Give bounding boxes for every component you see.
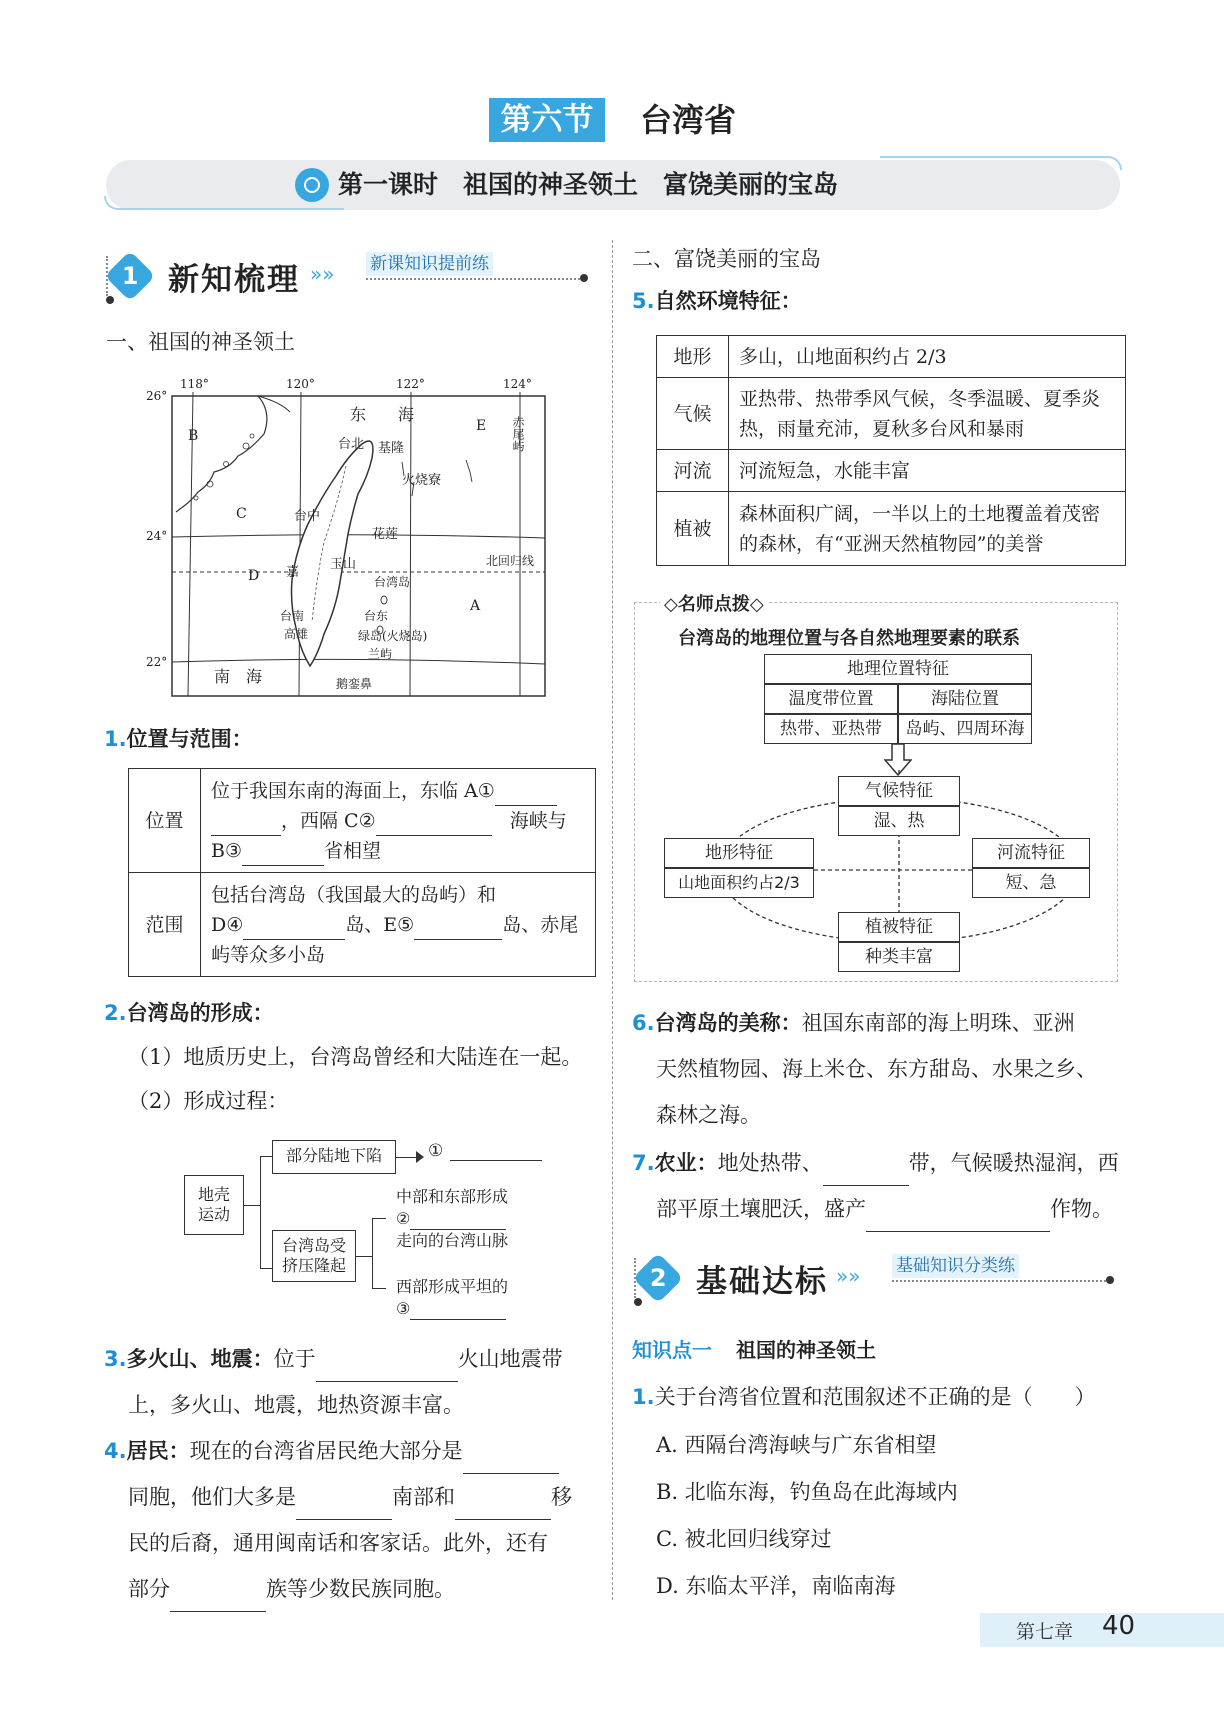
kp1-label: 知识点一 xyxy=(632,1338,712,1362)
connector-line xyxy=(260,1268,272,1269)
q5-row-label: 河流 xyxy=(657,450,729,492)
module2-title: 基础达标 xyxy=(696,1264,828,1300)
blank-field[interactable] xyxy=(866,1210,1050,1232)
section-title: 台湾省 xyxy=(640,101,737,139)
kp1-title: 祖国的神圣领土 xyxy=(736,1338,876,1362)
connector-line xyxy=(372,1288,386,1289)
blank-field[interactable] xyxy=(410,1304,506,1320)
module2-left-line xyxy=(634,1258,636,1298)
map-label-jia: 嘉 xyxy=(286,565,300,580)
map-label-hualian: 花莲 xyxy=(372,527,399,542)
module2-dotline xyxy=(892,1280,1110,1282)
lon-label: 122° xyxy=(396,377,425,391)
q5-row-label: 地形 xyxy=(657,336,729,378)
module1-dot xyxy=(580,274,588,282)
lon-label: 120° xyxy=(286,377,315,391)
map-label-d: D xyxy=(248,568,260,584)
q2-line2: （2）形成过程： xyxy=(128,1089,289,1113)
map-label-tainan: 台南 xyxy=(280,609,305,623)
map-label-lanyu: 兰屿 xyxy=(368,647,393,661)
diagram-branch1-out: ① xyxy=(428,1141,444,1161)
module1-dotline xyxy=(366,278,584,280)
mcq-option-a[interactable]: A. 西隔台湾海峡与广东省相望 xyxy=(656,1433,937,1457)
q1-row-label: 范围 xyxy=(129,873,201,977)
q2-heading xyxy=(104,990,274,1036)
tip-label: ◇名师点拨◇ xyxy=(660,590,768,616)
connector-line xyxy=(372,1218,373,1288)
q2-number: 2. xyxy=(104,1001,127,1025)
connector-line xyxy=(244,1205,260,1206)
blank-field[interactable] xyxy=(455,1498,551,1520)
q2-line1: （1）地质历史上，台湾岛曾经和大陆连在一起。 xyxy=(128,1045,583,1069)
module2-tag: 基础知识分类练 xyxy=(892,1254,1019,1278)
lon-label: 118° xyxy=(180,377,209,391)
module1-dot-left xyxy=(106,296,114,304)
kp1 xyxy=(632,1334,876,1363)
map-label-east-sea: 东 海 xyxy=(350,405,415,424)
diagram-branch1-box: 部分陆地下陷 xyxy=(272,1140,396,1174)
clock-icon xyxy=(295,168,329,202)
map-label-eluanbi: 鹅銮鼻 xyxy=(336,677,373,691)
q6: 6.台湾岛的美称：祖国东南部的海上明珠、亚洲 天然植物园、海上米仓、东方甜岛、水果之乡、 森林之海。 xyxy=(632,1011,1097,1127)
q5-row-text: 河流短急，水能丰富 xyxy=(729,450,1126,492)
map-label-taibei: 台北 xyxy=(338,437,365,452)
tip-river-value: 短、急 xyxy=(972,868,1090,898)
mcq-option-b[interactable]: B. 北临东海，钓鱼岛在此海域内 xyxy=(656,1480,958,1504)
blank-field[interactable] xyxy=(243,918,345,940)
chevrons-icon: »» xyxy=(310,262,335,286)
map-label-huoshao: 火烧寮 xyxy=(402,473,442,488)
tip-terrain-box: 地形特征 xyxy=(664,838,814,868)
map-label-a: A xyxy=(470,598,481,614)
blank-field[interactable] xyxy=(463,1452,559,1474)
connector-line xyxy=(260,1156,272,1157)
q1-row-label: 位置 xyxy=(129,769,201,873)
taiwan-map xyxy=(140,372,552,702)
module2-number: 2 xyxy=(633,1253,684,1304)
blank-field[interactable] xyxy=(296,1498,392,1520)
map-label-taizhong: 台中 xyxy=(294,509,321,524)
map-label-gaoxiong: 高雄 xyxy=(284,627,309,641)
map-label-taidong: 台东 xyxy=(364,609,389,623)
q5-row-text: 亚热带、热带季风气候，冬季温暖、夏季炎热，雨量充沛，夏秋多台风和暴雨 xyxy=(729,378,1126,450)
q2-title: 台湾岛的形成： xyxy=(126,1001,274,1025)
module1-left-line xyxy=(106,256,108,296)
map-label-beihui: 北回归线 xyxy=(486,554,535,568)
q5-heading: 5.自然环境特征： xyxy=(632,289,802,313)
map-label-e: E xyxy=(476,418,487,434)
module1-number: 1 xyxy=(105,251,156,302)
tip-climate-box: 气候特征 xyxy=(838,776,960,806)
lat-label: 26° xyxy=(146,389,168,403)
blank-field[interactable] xyxy=(211,814,281,836)
tip-sealand-box: 海陆位置 xyxy=(898,684,1032,714)
tip-temp-box: 温度带位置 xyxy=(764,684,898,714)
lon-label: 124° xyxy=(503,377,532,391)
tip-temp-value: 热带、亚热带 xyxy=(764,714,898,744)
q1-title: 位置与范围： xyxy=(126,727,253,751)
q1-number: 1. xyxy=(104,727,127,751)
footer-chapter: 第七章 xyxy=(1016,1621,1074,1643)
module2-dot xyxy=(1106,1276,1114,1284)
map-label-jilong: 基隆 xyxy=(378,441,405,456)
lat-label: 22° xyxy=(146,655,168,669)
tip-title: 台湾岛的地理位置与各自然地理要素的联系 xyxy=(678,628,1020,649)
map-label-c: C xyxy=(236,506,247,522)
tip-geo-box: 地理位置特征 xyxy=(764,654,1032,684)
blank-field[interactable] xyxy=(376,814,492,836)
map-label-chiwei: 赤尾屿 xyxy=(511,416,525,452)
column-divider xyxy=(612,240,613,1600)
q1-row-content: 位于我国东南的海面上，东临 A① ，西隔 C② 海峡与 B③ 省相望 xyxy=(201,769,596,873)
part1-heading: 一、祖国的神圣领土 xyxy=(106,330,295,354)
diagram-out3: 西部形成平坦的 ③ xyxy=(396,1277,509,1318)
chevrons-icon: »» xyxy=(836,1264,861,1288)
blank-field[interactable] xyxy=(450,1160,542,1161)
mcq-option-c[interactable]: C. 被北回归线穿过 xyxy=(656,1527,832,1551)
mcq-option-d[interactable]: D. 东临太平洋，南临南海 xyxy=(656,1574,896,1598)
map-label-b: B xyxy=(188,428,199,444)
q1-table xyxy=(128,768,596,977)
map-label-yushan: 玉山 xyxy=(330,557,357,572)
lesson-title: 第一课时 祖国的神圣领土 富饶美丽的宝岛 xyxy=(338,170,839,199)
module1-tag: 新课知识提前练 xyxy=(366,252,493,276)
tip-terrain-value: 山地面积约占2/3 xyxy=(664,868,814,898)
footer-page-number: 40 xyxy=(1102,1611,1136,1641)
diagram-out2: 中部和东部形成 ② 走向的台湾山脉 xyxy=(396,1187,509,1250)
connector-line xyxy=(356,1256,372,1257)
blank-field[interactable] xyxy=(170,1590,266,1612)
map-label-taiwan-dao: 台湾岛 xyxy=(374,575,411,589)
map-label-lvdao: 绿岛(火烧岛) xyxy=(358,629,428,643)
connector-line xyxy=(260,1156,261,1268)
q5-table xyxy=(656,335,1126,566)
blank-field[interactable] xyxy=(316,1360,458,1382)
tip-river-box: 河流特征 xyxy=(972,838,1090,868)
connector-line xyxy=(372,1218,386,1219)
section-badge: 第六节 xyxy=(489,98,605,142)
q7: 7.农业：地处热带、 带，气候暖热湿润，西 部平原土壤肥沃，盛产 作物。 xyxy=(632,1140,1126,1232)
blank-field[interactable] xyxy=(495,784,557,806)
q5-row-text: 多山，山地面积约占 2/3 xyxy=(729,336,1126,378)
arrowhead-icon xyxy=(416,1151,424,1163)
module2-dot-left xyxy=(634,1298,642,1306)
blank-field[interactable] xyxy=(414,918,502,940)
blank-field[interactable] xyxy=(242,844,324,866)
q3: 3.多火山、地震：位于 火山地震带 上，多火山、地震，地热资源丰富。 xyxy=(104,1347,563,1417)
lesson-bar-accent-right xyxy=(880,156,1122,170)
blank-field[interactable] xyxy=(410,1214,506,1230)
mcq-stem: 1.关于台湾省位置和范围叙述不正确的是（ ） xyxy=(632,1385,1096,1409)
blank-field[interactable] xyxy=(823,1164,909,1186)
q5-row-text: 森林面积广阔，一半以上的土地覆盖着茂密的森林，有“亚洲天然植物园”的美誉 xyxy=(729,492,1126,566)
part2-heading: 二、富饶美丽的宝岛 xyxy=(632,247,821,271)
tip-climate-value: 湿、热 xyxy=(838,806,960,836)
q1-row-content: 包括台湾岛（我国最大的岛屿）和 D④ 岛、E⑤ 岛、赤尾 屿等众多小岛 xyxy=(201,873,596,977)
diagram-root-box: 地壳 运动 xyxy=(184,1175,244,1235)
tip-veg-box: 植被特征 xyxy=(838,912,960,942)
map-label-south-sea: 南 海 xyxy=(214,667,263,686)
module1-title: 新知梳理 xyxy=(168,262,300,298)
q1-heading xyxy=(104,716,253,762)
q5-row-label: 植被 xyxy=(657,492,729,566)
q5-row-label: 气候 xyxy=(657,378,729,450)
lat-label: 24° xyxy=(146,529,168,543)
tip-sealand-value: 岛屿、四周环海 xyxy=(898,714,1032,744)
q4: 4.居民：现在的台湾省居民绝大部分是 同胞，他们大多是 南部和 移 民的后裔，通用闽南话和客家话。此外，还有 部分 族等少数民族同胞。 xyxy=(104,1428,598,1612)
tip-veg-value: 种类丰富 xyxy=(838,942,960,972)
diagram-branch2-box: 台湾岛受 挤压隆起 xyxy=(272,1230,356,1282)
